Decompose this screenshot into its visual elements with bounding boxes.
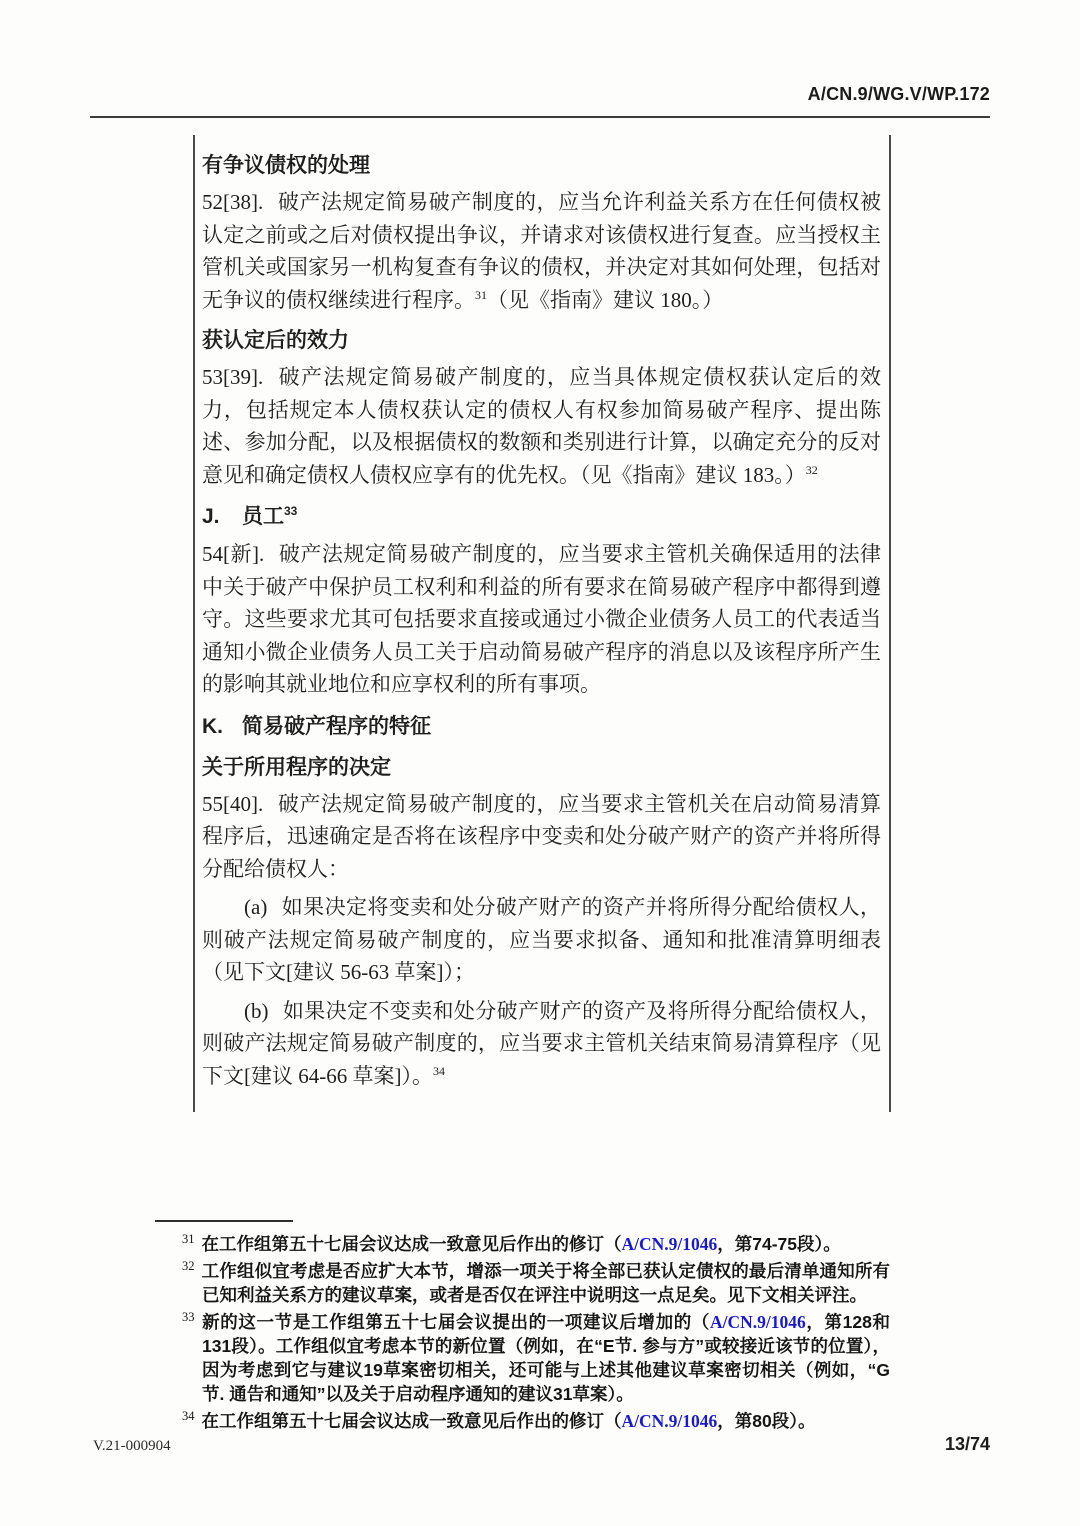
paragraph-text: 破产法规定简易破产制度的，应当允许利益关系方在任何债权被认定之前或之后对债权提出争议，并请求对该债权进行复查。应当授权主管机关或国家另一机构复查有争议的债权，并决定对其如何处理，包括对无争议的债权继续进行程序。 xyxy=(202,190,881,312)
paragraph-54 xyxy=(202,538,881,701)
paragraph-tail: （见《指南》建议 180。） xyxy=(487,287,724,312)
header-rule xyxy=(90,116,990,118)
paragraph-55 xyxy=(202,788,881,886)
paragraph-number: 53[39]. xyxy=(202,365,264,389)
heading-decision-on-procedure: 关于所用程序的决定 xyxy=(202,754,391,779)
paragraph-text: 如果决定将变卖和处分破产财产的资产并将所得分配给债权人，则破产法规定简易破产制度的，应当要求拟备、通知和批准清算明细表（见下文[建议 56-63 草案]）； xyxy=(202,895,881,984)
section-title: 员工 xyxy=(242,505,284,528)
footnote-31 xyxy=(155,1232,890,1256)
footnote-text: ，第80段）。 xyxy=(717,1411,816,1431)
paragraph-text: 如果决定不变卖和处分破产财产的资产及将所得分配给债权人，则破产法规定简易破产制度的，应当要求主管机关结束简易清算程序（见下文[建议 64-66 草案]）。 xyxy=(202,998,881,1088)
footnote-text: ，第74-75段）。 xyxy=(717,1234,841,1254)
subparagraph-label: (b) xyxy=(244,998,269,1023)
section-letter: K. xyxy=(202,714,223,738)
paragraph-text: 破产法规定简易破产制度的，应当具体规定债权获认定后的效力，包括规定本人债权获认定的债权人有权参加简易破产程序、提出陈述、参加分配，以及根据债权的数额和类别进行计算，以确定充分的反对意见和确定债权人债权应享有的优先权。（见《指南》建议 183。） xyxy=(202,365,881,487)
paragraph-number: 55[40]. xyxy=(202,791,264,816)
section-letter: J. xyxy=(202,505,220,528)
subparagraph-b xyxy=(202,995,881,1093)
paragraph-text: 破产法规定简易破产制度的，应当要求主管机关确保适用的法律中关于破产中保护员工权利和利益的所有要求在简易破产程序中都得到遵守。这些要求尤其可包括要求直接或通过小微企业债务人员工的代表适当通知小微企业债务人员工关于启动简易破产程序的消息以及该程序所产生的影响其就业地位和应享权利的所有事项。 xyxy=(202,542,881,696)
footnote-32 xyxy=(155,1259,890,1307)
footnote-ref-32: 32 xyxy=(805,462,818,477)
document-reference-link[interactable]: A/CN.9/1046 xyxy=(621,1411,718,1431)
footnote-text: 新的这一节是工作组第五十七届会议提出的一项建议后增加的（ xyxy=(201,1312,710,1332)
footnote-ref-33: 33 xyxy=(284,504,298,518)
job-number: V.21-000904 xyxy=(93,1438,171,1454)
section-heading-k xyxy=(202,711,881,743)
paragraph-53 xyxy=(202,361,881,491)
footnote-number: 31 xyxy=(182,1232,195,1247)
footnote-separator-rule xyxy=(155,1220,293,1222)
heading-disputed-claims: 有争议债权的处理 xyxy=(202,153,370,177)
subparagraph-a xyxy=(202,891,881,989)
footnote-number: 33 xyxy=(182,1310,195,1325)
section-heading-j xyxy=(202,501,881,533)
footnote-number: 34 xyxy=(182,1409,195,1424)
footnote-33 xyxy=(155,1310,890,1406)
footnote-text: 在工作组第五十七届会议达成一致意见后作出的修订（ xyxy=(201,1234,622,1254)
footnote-text: 工作组似宜考虑是否应扩大本节，增添一项关于将全部已获认定债权的最后清单通知所有已知利益关系方的建议草案，或者是否仅在评注中说明这一点足矣。见下文相关评注。 xyxy=(201,1261,890,1305)
section-title: 简易破产程序的特征 xyxy=(242,714,431,738)
footnote-text: 在工作组第五十七届会议达成一致意见后作出的修订（ xyxy=(201,1411,622,1431)
footnote-ref-34: 34 xyxy=(432,1063,445,1078)
footnote-34 xyxy=(155,1409,890,1433)
page-number: 13/74 xyxy=(944,1434,990,1454)
paragraph-number: 52[38]. xyxy=(202,190,264,214)
main-content-column xyxy=(193,135,891,1112)
heading-effects-of-admission: 获认定后的效力 xyxy=(202,328,349,352)
document-reference-link[interactable]: A/CN.9/1046 xyxy=(709,1312,806,1332)
document-symbol: A/CN.9/WG.V/WP.172 xyxy=(807,84,990,104)
footnote-ref-31: 31 xyxy=(475,287,487,302)
paragraph-52 xyxy=(202,186,881,316)
footnotes-section xyxy=(155,1220,890,1436)
subparagraph-label: (a) xyxy=(244,895,268,919)
footnote-text: ，第128和131段）。工作组似宜考虑本节的新位置（例如，在“E节. 参与方”或较接近该节的位置），因为考虑到它与建议19草案密切相关，还可能与上述其他建议草案密切相关（例如，“G节. 通告和通知”以及关于启动程序通知的建议31草案）。 xyxy=(202,1312,890,1404)
document-reference-link[interactable]: A/CN.9/1046 xyxy=(621,1234,718,1254)
paragraph-text: 破产法规定简易破产制度的，应当要求主管机关在启动简易清算程序后，迅速确定是否将在该程序中变卖和处分破产财产的资产并将所得分配给债权人： xyxy=(202,791,881,881)
paragraph-number: 54[新]. xyxy=(202,542,265,566)
footnote-number: 32 xyxy=(182,1259,195,1274)
